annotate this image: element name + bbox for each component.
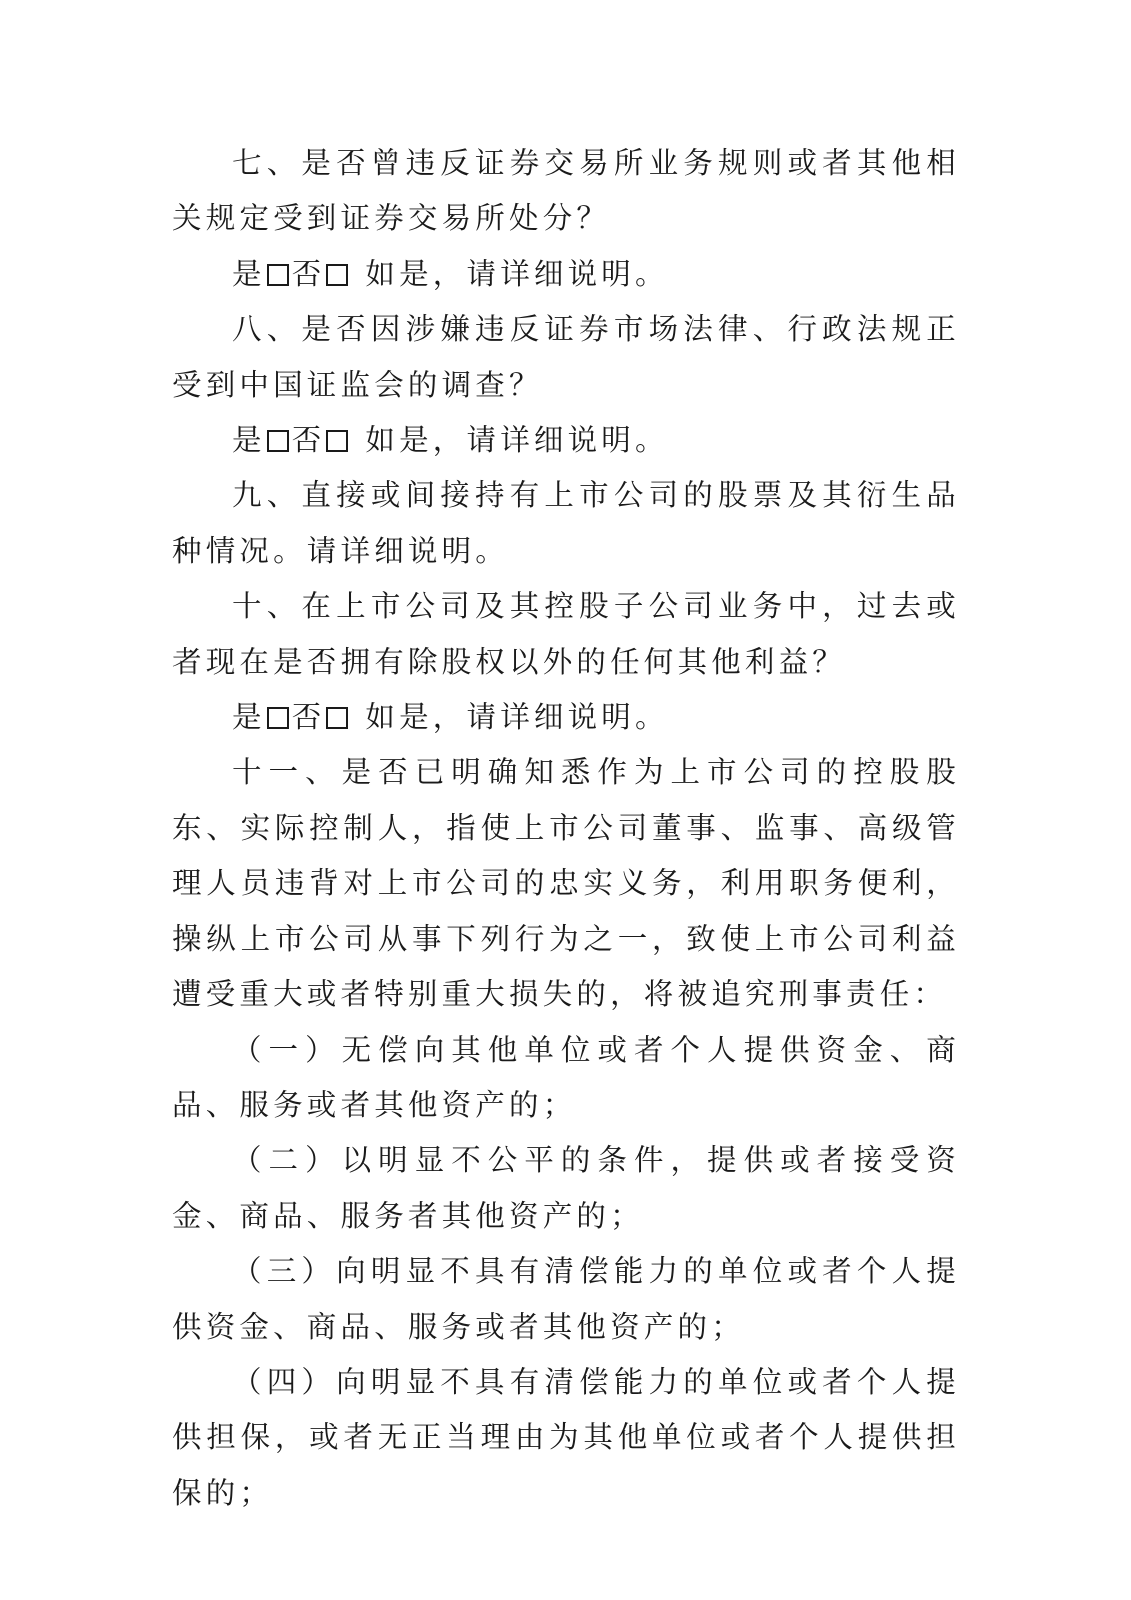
question-9: 九、直接或间接持有上市公司的股票及其衍生品种情况。请详细说明。 xyxy=(172,478,960,568)
no-checkbox[interactable] xyxy=(326,430,348,452)
item-2: （二）以明显不公平的条件，提供或者接受资金、商品、服务者其他资产的； xyxy=(172,1143,960,1233)
question-11: 十一、是否已明确知悉作为上市公司的控股股东、实际控制人，指使上市公司董事、监事、高级管理人员违背对上市公司的忠实义务，利用职务便利，操纵上市公司从事下列行为之一，致使上市公司利益遭受重大或者特别重大损失的，将被追究刑事责任： xyxy=(172,755,960,1012)
answer-line-8 xyxy=(172,413,960,468)
item-3: （三）向明显不具有清偿能力的单位或者个人提供资金、商品、服务或者其他资产的； xyxy=(172,1254,960,1344)
answer-line-7 xyxy=(172,247,960,302)
document-page xyxy=(172,136,960,1521)
yes-checkbox[interactable] xyxy=(267,707,289,729)
no-label: 否 xyxy=(291,256,326,291)
yes-label: 是 xyxy=(232,256,266,291)
no-label: 否 xyxy=(291,700,326,735)
item-4: （四）向明显不具有清偿能力的单位或者个人提供担保，或者无正当理由为其他单位或者个人提供担保的； xyxy=(172,1364,960,1510)
question-7: 七、是否曾违反证券交易所业务规则或者其他相关规定受到证券交易所处分？ xyxy=(172,146,960,236)
explain-instruction: 如是，请详细说明。 xyxy=(365,256,669,291)
answer-line-10 xyxy=(172,690,960,745)
item-1: （一）无偿向其他单位或者个人提供资金、商品、服务或者其他资产的； xyxy=(172,1032,960,1122)
explain-instruction: 如是，请详细说明。 xyxy=(365,700,669,735)
yes-label: 是 xyxy=(232,700,266,735)
yes-checkbox[interactable] xyxy=(267,264,289,286)
question-10: 十、在上市公司及其控股子公司业务中，过去或者现在是否拥有除股权以外的任何其他利益？ xyxy=(172,589,960,679)
question-8: 八、是否因涉嫌违反证券市场法律、行政法规正受到中国证监会的调查？ xyxy=(172,312,960,402)
explain-instruction: 如是，请详细说明。 xyxy=(365,423,669,458)
no-label: 否 xyxy=(291,423,326,458)
yes-checkbox[interactable] xyxy=(267,430,289,452)
no-checkbox[interactable] xyxy=(326,264,348,286)
yes-label: 是 xyxy=(232,423,266,458)
no-checkbox[interactable] xyxy=(326,707,348,729)
